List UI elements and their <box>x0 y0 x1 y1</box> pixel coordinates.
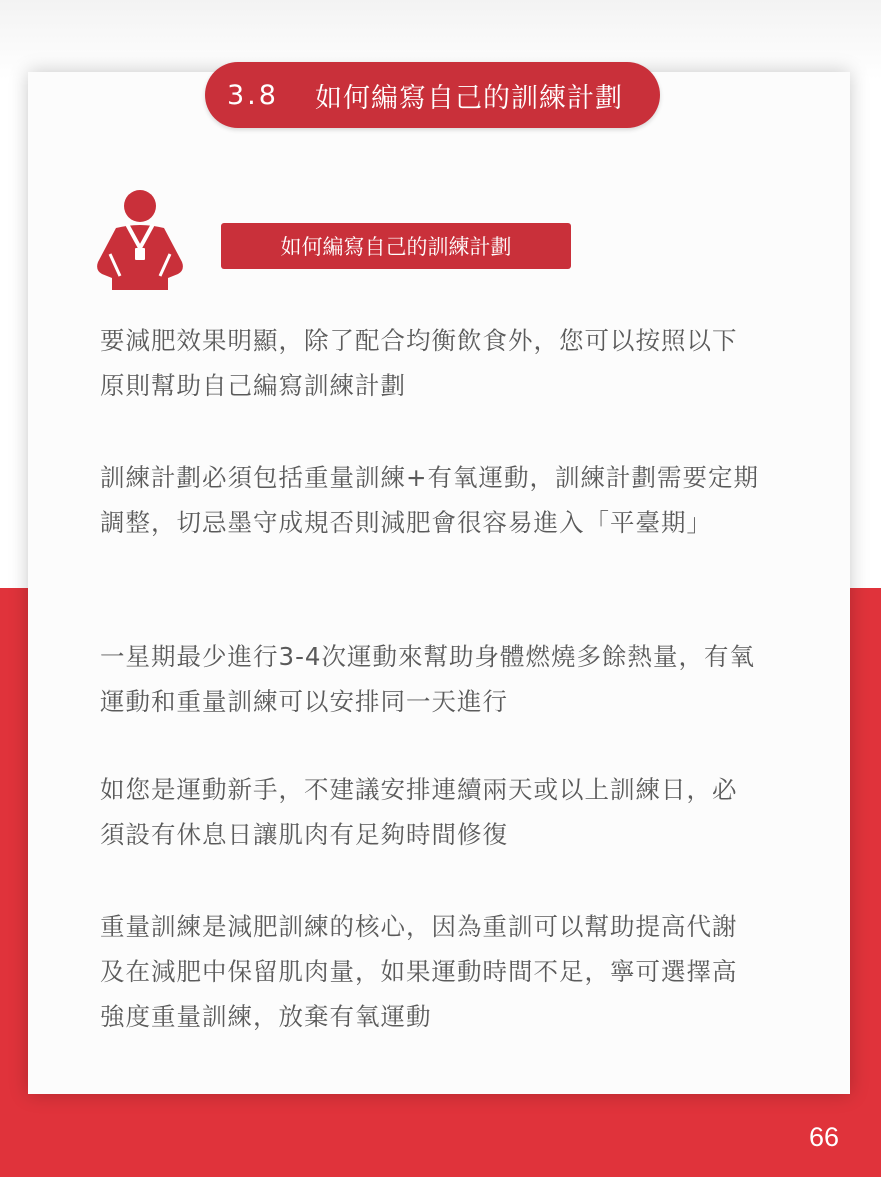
subsection-banner-label: 如何編寫自己的訓練計劃 <box>280 235 512 259</box>
paragraph-weight-training: 重量訓練是減肥訓練的核心，因為重訓可以幫助提高代謝及在減肥中保留肌肉量，如果運動時間不足，寧可選擇高強度重量訓練，放棄有氧運動 <box>100 912 738 1031</box>
subsection-banner <box>221 223 571 269</box>
paragraph-frequency: 一星期最少進行3-4次運動來幫助身體燃燒多餘熱量，有氧運動和重量訓練可以安排同一天進行 <box>100 642 756 716</box>
paragraph-intro: 要減肥效果明顯，除了配合均衡飲食外，您可以按照以下原則幫助自己編寫訓練計劃 <box>100 326 738 400</box>
page-number: 66 <box>808 1122 839 1152</box>
paragraph-plan-content: 訓練計劃必須包括重量訓練+有氧運動，訓練計劃需要定期調整，切忌墨守成規否則減肥會很容易進入「平臺期」 <box>100 463 760 537</box>
section-title: 如何編寫自己的訓練計劃 <box>315 82 623 114</box>
person-with-lanyard-icon <box>94 188 186 292</box>
section-number: 3.8 <box>227 79 279 111</box>
section-title-pill <box>205 62 660 128</box>
paragraph-beginner: 如您是運動新手，不建議安排連續兩天或以上訓練日，必須設有休息日讓肌肉有足夠時間修復 <box>100 775 738 849</box>
